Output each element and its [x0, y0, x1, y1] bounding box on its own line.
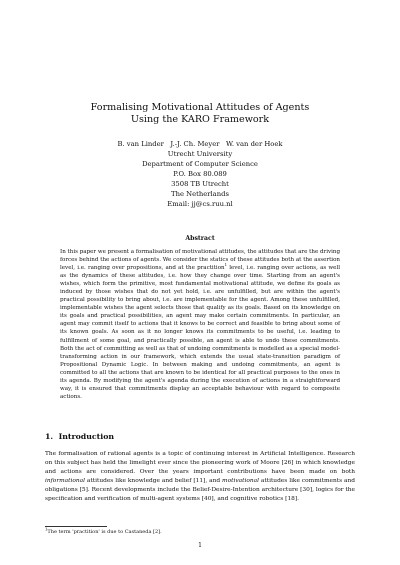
footnote-rule [45, 526, 107, 527]
abstract-heading: Abstract [185, 235, 215, 242]
paper-title-line-1: Formalising Motivational Attitudes of Agents [90, 102, 310, 113]
intro-text-part-1: The formalisation of rational agents is a topic of continuing interest in Artificial Intelligence. Research on this subject has held the limelight ever since the pioneering work of Moore [26] in which knowledge and actions are considered. Over the years important contributions have been made on both [45, 451, 355, 476]
affiliation-country: The Netherlands [171, 190, 229, 198]
intro-text-part-2: attitudes like knowledge and belief [11], and [85, 478, 223, 485]
section-title: Introduction [58, 432, 115, 441]
page-number: 1 [198, 542, 202, 549]
affiliation-postcode: 3508 TB Utrecht [171, 180, 229, 188]
abstract-text-part-2: level, i.e. ranging over actions, as well as the dynamics of these attitudes, i.e. how they change over time. Starting from an agent's wishes, which form the primitive, most fundamental motivational attitude, we define its goals as induced by those wishes that do not yet hold, i.e. are unfulfilled, but are within the agent's practical possibility to bring about, i.e. are implementable for the agent. Among these unfulfilled, implementable wishes the agent selects those that qualify as its goals. Based on its knowledge on its goals and practical possibilities, an agent may make certain commitments. In particular, an agent may commit itself to actions that it knows to be correct and feasible to bring about some of its known goals. As soon as it no longer knows its commitments to be useful, i.e. leading to fulfillment of some goal, and practically possible, an agent is able to undo these commitments. Both the act of committing as well as that of undoing commitments is modelled as a special model-transforming action in our framework, which extends the usual state-transition paradigm of Propositional Dynamic Logic. In between making and undoing commitments, an agent is committed to all the actions that are known to be identical for all practical purposes to the ones in its agenda. By modifying the agent's agenda during the execution of actions in a straightforward way, it is ensured that commitments display an acceptable behaviour with regard to composite actions. [60, 265, 340, 400]
intro-emphasis-motivational: motivational [222, 478, 259, 485]
affiliation-university: Utrecht University [167, 150, 233, 158]
abstract-body [60, 248, 340, 401]
introduction-paragraph [45, 450, 355, 505]
authors: B. van Linder J.-J. Ch. Meyer W. van der Hoek [117, 140, 283, 148]
section-heading [45, 432, 114, 441]
affiliation-po-box: P.O. Box 80.089 [173, 170, 227, 178]
section-number: 1. [45, 432, 54, 441]
footnote [45, 526, 355, 536]
abstract-text-part-1: In this paper we present a formalisation of motivational attitudes, the attitudes that are the driving forces behind the actions of agents. We consider the statics of these attitudes both at the assertion level, i.e. ranging over propositions, and at the practition [60, 249, 340, 272]
paper-title-line-2: Using the KARO Framework [130, 114, 270, 125]
abstract-footnote-mark: 1 [224, 262, 228, 268]
affiliation-department: Department of Computer Science [142, 160, 258, 168]
affiliation-email: Email: jj@cs.ruu.nl [167, 200, 233, 208]
footnote-mark: 1 [45, 526, 48, 532]
footnote-text: The term 'practition' is due to Castaneda [2]. [47, 529, 162, 535]
intro-text-part-3: attitudes like commitments and obligations [5]. Recent developments include the Belief-Desire-Intention architecture [30], logics for the specification and verification of multi-agent systems [40], and cognitive robotics [18]. [45, 478, 355, 503]
intro-emphasis-informational: informational [45, 478, 85, 485]
